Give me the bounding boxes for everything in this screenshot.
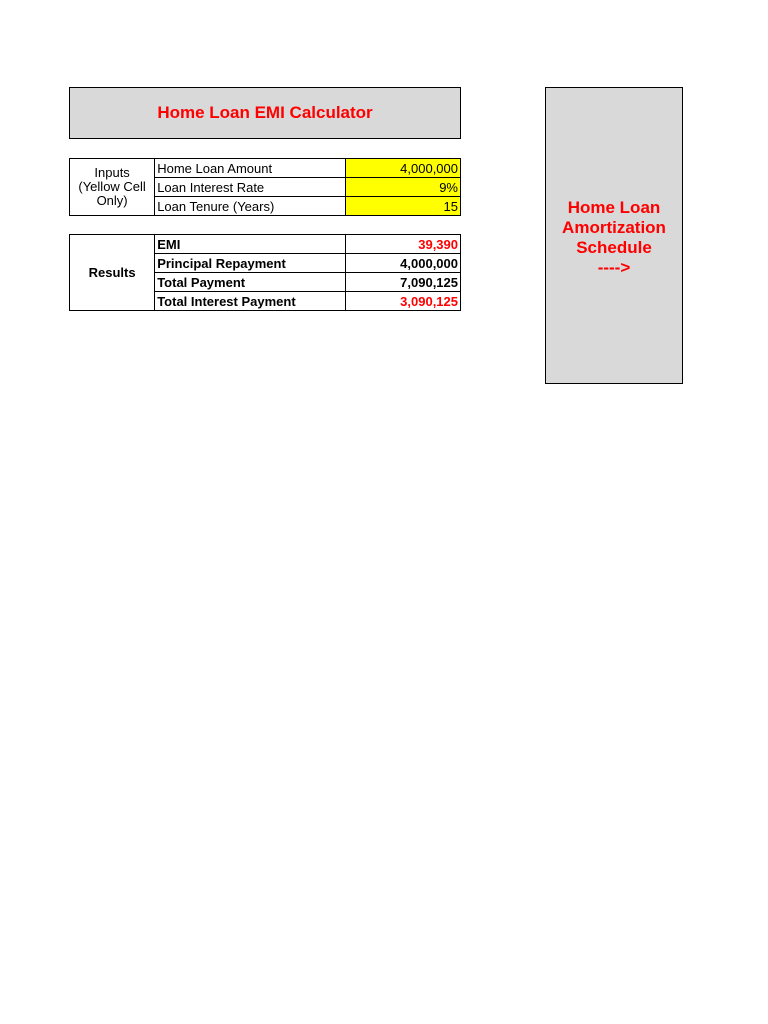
result-label: EMI [155,235,345,254]
calculator-title: Home Loan EMI Calculator [69,87,461,139]
result-label: Principal Repayment [155,254,345,273]
inputs-side-label: Inputs (Yellow Cell Only) [70,159,155,216]
amortization-schedule-link[interactable] [545,87,683,384]
amortization-line: Amortization [562,218,666,237]
input-label: Home Loan Amount [155,159,345,178]
amortization-line: Home Loan [567,198,661,217]
result-label: Total Interest Payment [155,292,345,311]
principal-value: 4,000,000 [345,254,460,273]
result-row-emi [70,235,461,254]
loan-tenure-input[interactable]: 15 [345,197,460,216]
input-label: Loan Interest Rate [155,178,345,197]
result-label: Total Payment [155,273,345,292]
loan-amount-input[interactable]: 4,000,000 [345,159,460,178]
input-label: Loan Tenure (Years) [155,197,345,216]
total-interest-value: 3,090,125 [345,292,460,311]
emi-value: 39,390 [345,235,460,254]
input-row-loan-amount [70,159,461,178]
results-side-label: Results [70,235,155,311]
inputs-table [69,158,461,216]
results-table [69,234,461,311]
total-payment-value: 7,090,125 [345,273,460,292]
arrow-icon: ----> [597,258,631,277]
amortization-line: Schedule [576,238,652,257]
interest-rate-input[interactable]: 9% [345,178,460,197]
